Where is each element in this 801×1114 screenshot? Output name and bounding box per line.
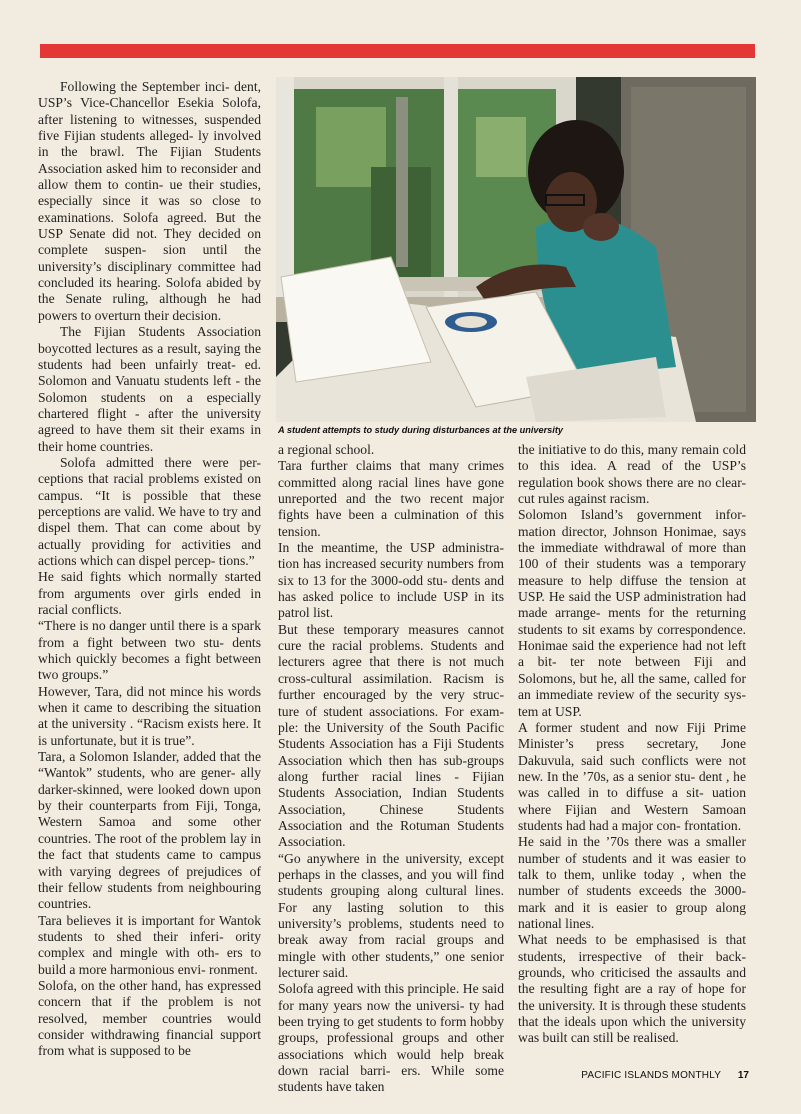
col2-paragraph: a regional school. bbox=[278, 442, 375, 457]
article-column-1 bbox=[38, 79, 261, 1060]
col2-paragraph: Solofa agreed with this principle. He said for many years now the universi- ty had been trying to get students to form hobby groups, professional groups and other associations which would help break down racial barri- ers. While some students have taken bbox=[278, 981, 504, 1095]
page-footer bbox=[581, 1070, 749, 1081]
col1-paragraph: Tara, a Solomon Islander, added that the “Wantok” students, who are gener- ally darker-skinned, were looked down upon by their counterparts from Fiji, Tonga, Western Samoa and some other countries. The root of the problem lay in the fact that students came to campus with varying degrees of prejudices of their fellow students from neighbouring countries. bbox=[38, 749, 261, 912]
col2-paragraph: In the meantime, the USP administra- tion has increased security numbers from six to 13 for the 3000-odd stu- dents and has asked police to include USP in its patrol list. bbox=[278, 540, 504, 621]
col3-paragraph: Solomon Island’s government infor- mation director, Johnson Honimae, says the immediate withdrawal of more than 100 of their students was a temporary measure to help diffuse the tension at USP. He said the USP administration had made arrange- ments for the returning students to sit exams by correspondence. Honimae said the experience had not left a bit- ter note between Fiji and Solomons, but he, all the same, called for an immediate review of the security sys- tem at USP. bbox=[518, 507, 746, 719]
col1-paragraph: Tara believes it is important for Wantok students to shed their inferi- ority complex and mingle with oth- ers to build a more harmonious envi- ronment. bbox=[38, 912, 261, 977]
page-number: 17 bbox=[737, 1070, 749, 1081]
col3-paragraph: the initiative to do this, many remain cold to this idea. A read of the USP’s regulation book shows there are no clear-cut rules against racism. bbox=[518, 442, 746, 507]
col1-paragraph: Solofa, on the other hand, has expressed concern that if the problem is not resolved, member countries would consider withdrawing financial support from what is supposed to be bbox=[38, 977, 261, 1059]
photo-illustration bbox=[276, 77, 756, 422]
col3-paragraph: He said in the ’70s there was a smaller number of students and it was easier to talk to them, unlike today , when the number of students exceeds the 3000-mark and it is easier to group along national lines. bbox=[518, 834, 746, 931]
student-studying-photo bbox=[276, 77, 756, 422]
article-column-3 bbox=[518, 442, 746, 1047]
col2-paragraph: “Go anywhere in the university, except perhaps in the classes, and you will find students grouping along cultural lines. For any lasting solution to this university’s problems, students need to break away from racial groups and mingle with other students,” one senior lecturer said. bbox=[278, 850, 504, 980]
article-column-2 bbox=[278, 442, 504, 1096]
photo-caption: A student attempts to study during disturbances at the university bbox=[278, 425, 564, 435]
col1-paragraph: Following the September inci- dent, USP’s Vice-Chancellor Esekia Solofa, after listening to witnesses, suspended five Fijian students alleged- ly involved in the brawl. The Fijian Students Association asked him to reconsider and allow them to contin- ue their studies, especially since it was so close to examinations. Solofa agreed. But the USP Senate did not. They decided on complete suspen- sion until the university’s disciplinary committee had concluded its hearing. Solofa abided by the Senate ruling, although he had powers to overturn their decision. bbox=[38, 79, 261, 323]
publication-name: PACIFIC ISLANDS MONTHLY bbox=[581, 1070, 722, 1081]
col1-paragraph: However, Tara, did not mince his words when it came to describing the situation at the university . “Racism exists here. It is unfortunate, but it is true”. bbox=[38, 683, 261, 748]
col2-paragraph: Tara further claims that many crimes committed along racial lines have gone unreported and the two recent major fights have been a culmination of this tension. bbox=[278, 458, 504, 539]
col1-paragraph: Solofa admitted there were per- ceptions that racial problems existed on campus. “It is possible that these perceptions are valid. We have to try and dispel them. That can come about by actually providing for activities and actions which can dispel percep- tions.” bbox=[38, 454, 261, 568]
col1-paragraph: He said fights which normally started from arguments over girls ended in racial conflicts. bbox=[38, 569, 261, 617]
col1-paragraph: “There is no danger until there is a spark from a fight between two stu- dents which quickly becomes a fight between two groups.” bbox=[38, 618, 261, 683]
top-accent-bar bbox=[40, 44, 755, 58]
col1-paragraph: The Fijian Students Association boycotted lectures as a result, saying the students had been unfairly treat- ed. Solomon and Vanuatu students left - the Solomon students on a especially chartered flight - after the university agreed to have them sit their exams in their home countries. bbox=[38, 324, 261, 454]
col2-paragraph: But these temporary measures cannot cure the racial problems. Students and lecturers agree that there is not much cross-cultural assimilation. Racism is further encouraged by the very struc- ture of student associations. For exam- ple: the University of the South Pacific Students Association has a Fiji Students Association which then has sub-groups along further racial lines - Fijian Students Association, Indian Students Association, Chinese Students Association and the Rotuman Students Association. bbox=[278, 621, 504, 850]
col3-paragraph: A former student and now Fiji Prime Minister’s press secretary, Jone Dakuvula, said such conflicts were not new. In the ’70s, as a senior stu- dent , he was called in to diffuse a sit- uation where Fijian and Western Samoan students had had a major con- frontation. bbox=[518, 719, 746, 833]
col3-paragraph: What needs to be emphasised is that students, irrespective of their back- grounds, who criticised the assaults and the resulting fight are a ray of hope for the university. It is through these students that the ideals upon which the university was built can still be realised. bbox=[518, 932, 746, 1046]
